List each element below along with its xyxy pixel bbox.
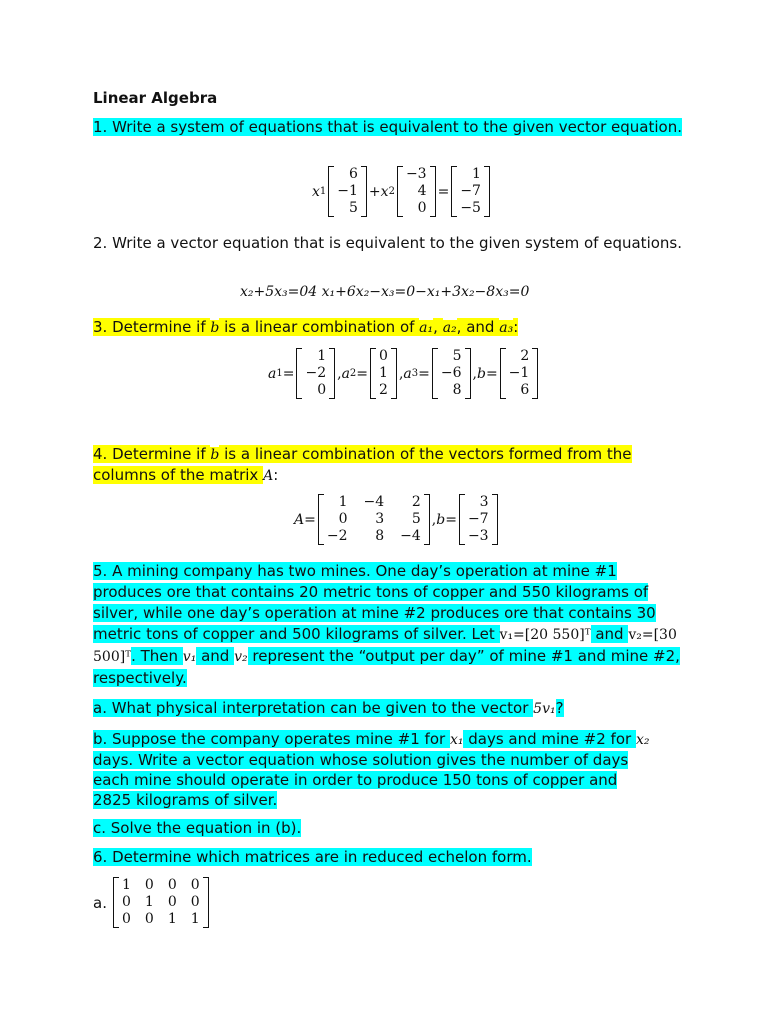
- text-run: x₁: [449, 732, 464, 748]
- question-4: 4. Determine if b is a linear combination of the vectors formed from the columns of the matrix A:: [93, 445, 632, 484]
- question-2-system: x₂+5x₃=04 x₁+6x₂−x₃=0−x₁+3x₂−8x₃=0: [240, 284, 530, 300]
- q3-vector-a1: [296, 348, 335, 399]
- text-run: 0: [417, 200, 427, 216]
- text-run: 5: [452, 348, 462, 364]
- q1-vector-2: [397, 166, 436, 217]
- question-3-vectors: a 1 = 1 −2 0 , a 2 = 0 1 2 , a 3 = 5 −6 8 , b = 2 −1 6: [268, 348, 540, 399]
- text-run: 2: [379, 382, 388, 398]
- text-run: and: [590, 625, 629, 643]
- text-run: 1: [379, 365, 388, 381]
- text-run: −4: [363, 494, 385, 510]
- text-run: a.: [93, 893, 107, 912]
- text-run: 2: [520, 348, 530, 364]
- text-run: and: [196, 647, 235, 665]
- text-run: a. What physical interpretation can be given to the vector: [93, 699, 534, 717]
- text-run: 0: [338, 511, 348, 527]
- text-run: c. Solve the equation in (b).: [93, 819, 302, 837]
- q4-matrix-A: [318, 494, 430, 545]
- text-run: 0: [167, 894, 177, 910]
- text-run: x₂: [635, 732, 650, 748]
- text-run: represent the “output per day” of mine #1 and mine #2, respectively.: [93, 647, 680, 687]
- text-run: 6. Determine which matrices are in reduced echelon form.: [93, 848, 532, 866]
- question-2-text: 2. Write a vector equation that is equivalent to the given system of equations.: [93, 234, 682, 252]
- text-run: 6: [520, 382, 530, 398]
- text-run: 0: [144, 877, 154, 893]
- text-run: −3: [467, 528, 489, 544]
- text-run: 0: [379, 348, 388, 364]
- text-run: days and mine #2 for: [463, 730, 636, 748]
- text-run: b: [210, 447, 220, 463]
- text-run: 5. A mining company has two mines. One day’s operation at mine #1 produces ore that contains 20 metric tons of copper and 550 kilograms of silver, while one day’s operation at mine #2 produces ore that contains 30 metric tons of copper and 500 kilograms of silver. Let: [93, 562, 656, 643]
- text-run: −3: [405, 166, 427, 182]
- text-run: −2: [305, 365, 327, 381]
- text-run: −7: [467, 511, 489, 527]
- text-run: 4: [417, 183, 427, 199]
- text-run: A: [263, 468, 274, 484]
- text-run: b: [210, 320, 220, 336]
- question-4-matrix: A = 1 0 −2 −4 3 8 2 5 −4 , b = 3 −7 −3: [294, 494, 500, 545]
- q3-vector-a3: [432, 348, 471, 399]
- text-run: v₁=[20 550]ᵀ: [499, 627, 591, 643]
- text-run: is a linear combination of: [219, 318, 420, 336]
- text-run: 8: [452, 382, 462, 398]
- text-run: v₂: [234, 649, 248, 665]
- text-run: 2: [411, 494, 421, 510]
- text-run: 0: [121, 911, 131, 927]
- text-run: −1: [508, 365, 530, 381]
- text-run: 3: [375, 511, 385, 527]
- text-run: 1: [167, 911, 177, 927]
- text-run: v₂=[30 500]ᵀ: [93, 627, 677, 665]
- text-run: 1: [472, 166, 481, 182]
- question-5: [93, 561, 683, 689]
- text-run: a₃: [499, 320, 514, 336]
- question-2: [93, 233, 683, 253]
- text-run: is a linear combination of the vectors formed from the columns of the matrix: [93, 445, 632, 484]
- text-run: 0: [144, 911, 154, 927]
- text-run: 0: [167, 877, 177, 893]
- text-run: 6: [349, 166, 358, 182]
- text-run: 5: [349, 200, 358, 216]
- text-run: 3: [479, 494, 489, 510]
- text-run: and: [466, 318, 495, 336]
- text-run: 0: [190, 877, 200, 893]
- q1-vector-1: [328, 166, 367, 217]
- text-run: −7: [460, 183, 481, 199]
- text-run: a₁: [419, 320, 434, 336]
- text-run: 5: [411, 511, 421, 527]
- text-run: . Then: [131, 647, 183, 665]
- question-1-text: 1. Write a system of equations that is equivalent to the given vector equation.: [93, 118, 682, 136]
- text-run: 1: [190, 911, 200, 927]
- question-1: [93, 117, 683, 137]
- question-5b: [93, 729, 653, 810]
- text-run: 1: [317, 348, 327, 364]
- text-run: −1: [337, 183, 358, 199]
- text-run: 1: [338, 494, 348, 510]
- text-run: 0: [317, 382, 327, 398]
- q4-vector-b: [459, 494, 498, 545]
- q3-vector-a2: [370, 348, 397, 399]
- text-run: 4. Determine if: [93, 445, 211, 463]
- text-run: −5: [460, 200, 481, 216]
- question-5a: [93, 698, 683, 719]
- question-5c: [93, 818, 683, 838]
- q3-vector-b: [500, 348, 539, 399]
- text-run: 0: [121, 894, 131, 910]
- question-3: 3. Determine if b is a linear combination of a₁, a₂, and a₃:: [93, 318, 519, 336]
- text-run: ?: [555, 699, 564, 717]
- text-run: −2: [326, 528, 348, 544]
- text-run: −6: [440, 365, 462, 381]
- q1-rhs-vector: [451, 166, 490, 217]
- text-run: a₂: [442, 320, 457, 336]
- text-run: days. Write a vector equation whose solution gives the number of days each mine should operate in order to produce 150 tons of copper and 2825 kilograms of silver.: [93, 751, 629, 809]
- q6a-matrix: [113, 877, 209, 928]
- text-run: v₁: [182, 649, 197, 665]
- text-run: 8: [375, 528, 385, 544]
- question-6: [93, 847, 683, 867]
- text-run: 5v₁: [533, 701, 556, 717]
- text-run: b. Suppose the company operates mine #1 for: [93, 730, 450, 748]
- question-6a: [93, 877, 211, 928]
- question-1-equation: x 1 6 −1 5 + x 2 −3 4 0 = 1 −7 −5: [312, 166, 492, 217]
- text-run: 3. Determine if: [93, 318, 211, 336]
- page-title: Linear Algebra: [93, 89, 218, 107]
- text-run: 0: [190, 894, 200, 910]
- text-run: −4: [400, 528, 421, 544]
- text-run: 1: [144, 894, 154, 910]
- text-run: 1: [121, 877, 131, 893]
